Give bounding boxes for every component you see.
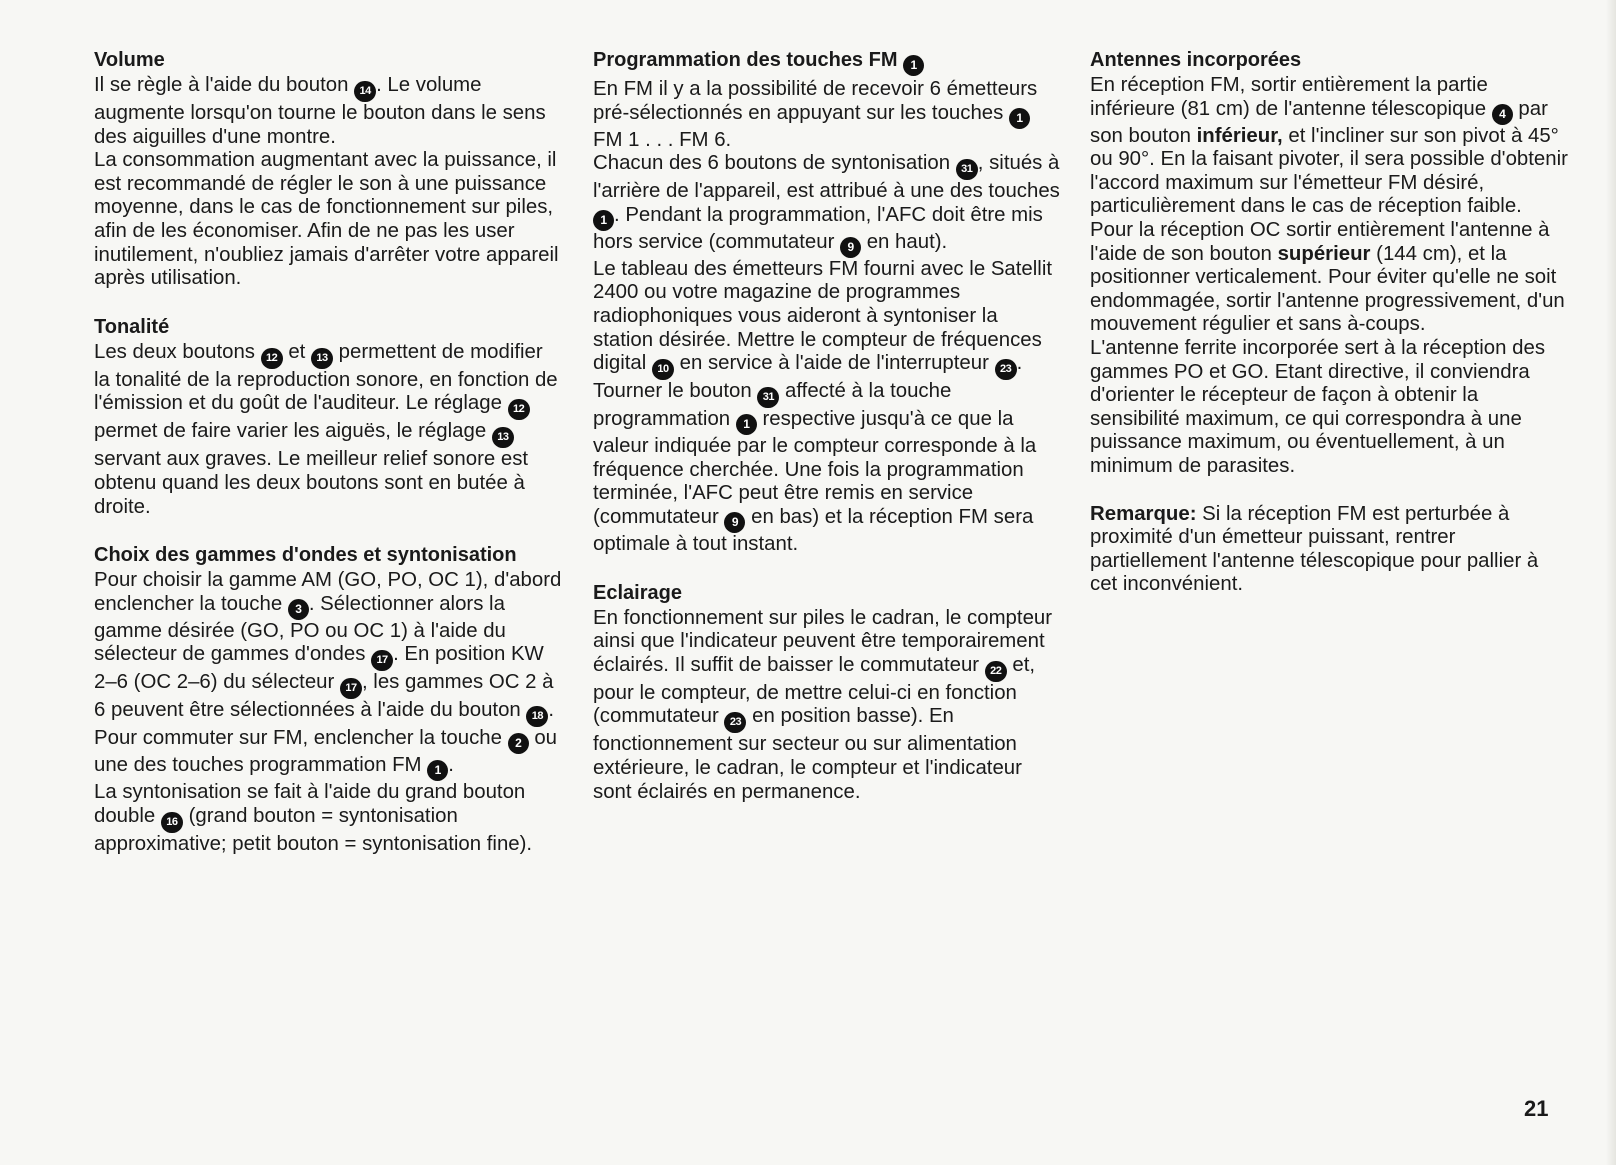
column-left bbox=[94, 48, 564, 881]
reference-number: 17 bbox=[340, 678, 362, 699]
reference-number: 9 bbox=[724, 512, 745, 533]
heading-volume: Volume bbox=[94, 49, 165, 71]
heading-programming: Programmation des touches FM 1 bbox=[593, 48, 1063, 76]
programming-paragraph-4: Tourner le bouton 31 affecté à la touche programmation 1 respective jusqu'à ce que la valeur indiquée par le compteur corresponde à la fréquence cherchée. Une fois la programmation terminée, l'AFC peut être remis en service (commutateur 9 en bas) et la réception FM sera optimale à tout instant. bbox=[593, 380, 1037, 555]
reference-number: 1 bbox=[593, 210, 614, 231]
reference-number: 1 bbox=[1009, 108, 1030, 129]
reference-number: 14 bbox=[354, 81, 376, 102]
reference-number: 9 bbox=[840, 237, 861, 258]
reference-number: 4 bbox=[1492, 104, 1513, 125]
section-antennas bbox=[1090, 48, 1570, 479]
heading-antennas: Antennes incorporées bbox=[1090, 49, 1302, 71]
reference-number: 31 bbox=[956, 159, 978, 180]
reference-number: 16 bbox=[161, 812, 183, 833]
column-middle bbox=[593, 48, 1063, 828]
section-volume bbox=[94, 48, 564, 291]
reference-number: 13 bbox=[492, 427, 514, 448]
page-binding-edge bbox=[1606, 0, 1616, 1165]
reference-number: 12 bbox=[508, 399, 530, 420]
heading-lighting: Eclairage bbox=[593, 581, 682, 604]
reference-number: 3 bbox=[288, 599, 309, 620]
antennas-paragraph-1: En réception FM, sortir entièrement la partie inférieure (81 cm) de l'antenne télescopique 4 par son bouton inférieur, et l'incliner sur son pivot à 45° ou 90°. En la faisant pivoter, il sera possible d'obtenir l'accord maximum sur l'émetteur FM désiré, particulièrement dans le cas de réception faible. Pour la réception OC sortir entièrement l'antenne à l'aide de son bouton supérieur (144 cm), et la positionner verticalement. Pour éviter qu'elle ne soit endommagée, sortir l'antenne progressivement, d'un mouvement régulier et sans à-coups. bbox=[1090, 74, 1568, 336]
remark-label: Remarque: bbox=[1090, 502, 1197, 525]
volume-paragraph-2: La consommation augmentant avec la puissance, il est recommandé de régler le son à une puissance moyenne, dans le cas de fonctionnement sur piles, afin de les économiser. Afin de ne pas les user inutilement, n'oubliez jamais d'arrêter votre appareil après utilisation. bbox=[94, 149, 559, 290]
section-bands bbox=[94, 543, 564, 856]
section-tone bbox=[94, 315, 564, 519]
reference-number: 13 bbox=[311, 348, 333, 369]
reference-number: 23 bbox=[995, 359, 1017, 380]
reference-number: 12 bbox=[261, 348, 283, 369]
reference-number: 2 bbox=[508, 733, 529, 754]
section-programming bbox=[593, 48, 1063, 557]
reference-number: 18 bbox=[526, 706, 548, 727]
section-remark bbox=[1090, 503, 1570, 597]
volume-paragraph-1: Il se règle à l'aide du bouton 14 . Le volume augmente lorsqu'on tourne le bouton dans le sens des aiguilles d'une montre. bbox=[94, 74, 546, 148]
reference-number: 10 bbox=[652, 359, 674, 380]
reference-number: 17 bbox=[371, 650, 393, 671]
bands-paragraph-1: Pour choisir la gamme AM (GO, PO, OC 1), d'abord enclencher la touche 3 . Sélectionner alors la gamme désirée (GO, PO ou OC 1) à l'aide du sélecteur de gammes d'ondes 17 . En position KW 2–6 (OC 2–6) du sélecteur 17 , les gammes OC 2 à 6 peuvent être sélectionnées à l'aide du bouton 18 . Pour commuter sur FM, enclencher la touche 2 ou une des touches programmation FM 1 . bbox=[94, 569, 564, 781]
reference-number: 31 bbox=[757, 387, 779, 408]
page-number: 21 bbox=[1524, 1096, 1549, 1121]
remark-paragraph: Remarque: Si la réception FM est perturbée à proximité d'un émetteur puissant, rentrer partiellement l'antenne télescopique pour pallier à cet inconvénient. bbox=[1090, 502, 1539, 596]
heading-bands: Choix des gammes d'ondes et syntonisation bbox=[94, 544, 517, 567]
reference-number: 1 bbox=[427, 760, 448, 781]
programming-paragraph-3: Le tableau des émetteurs FM fourni avec le Satellit 2400 ou votre magazine de programmes radiophoniques vous aideront à syntoniser la station désirée. Mettre le compteur de fréquences digital 10 en service à l'aide de l'interrupteur 23 . bbox=[593, 258, 1063, 380]
lighting-paragraph: En fonctionnement sur piles le cadran, le compteur ainsi que l'indicateur peuvent être temporairement éclairés. Il suffit de baisser le commutateur 22 et, pour le compteur, de mettre celui-ci en fonction (commutateur 23 en position basse). En fonctionnement sur secteur ou sur alimentation extérieure, le cadran, le compteur et l'indicateur sont éclairés en permanence. bbox=[593, 606, 1053, 803]
programming-paragraph-2: Chacun des 6 boutons de syntonisation 31 , situés à l'arrière de l'appareil, est attribué à une des touches 1 . Pendant la programmation, l'AFC doit être mis hors service (commutateur 9 en haut). bbox=[593, 152, 1063, 258]
reference-number: 23 bbox=[724, 712, 746, 733]
reference-number: 1 bbox=[736, 414, 757, 435]
heading-tone: Tonalité bbox=[94, 315, 170, 338]
section-lighting bbox=[593, 581, 1063, 805]
tone-paragraph: Les deux boutons 12 et 13 permettent de modifier la tonalité de la reproduction sonore, en fonction de l'émission et du goût de l'auditeur. Le réglage 12 permet de faire varier les aiguës, le réglage 13 servant aux graves. Le meilleur relief sonore est obtenu quand les deux boutons sont en butée à droite. bbox=[94, 340, 558, 518]
antennas-paragraph-2: L'antenne ferrite incorporée sert à la réception des gammes PO et GO. Etant directive, il conviendra d'orienter le récepteur de façon à obtenir la sensibilité maximum, ce qui correspondra à une puissance maximum, ou éventuellement, à un minimum de parasites. bbox=[1090, 336, 1546, 477]
reference-number: 1 bbox=[903, 55, 924, 76]
programming-paragraph-1: En FM il y a la possibilité de recevoir 6 émetteurs pré-sélectionnés en appuyant sur les touches 1 FM 1 . . . FM 6. bbox=[593, 78, 1038, 151]
bands-paragraph-2: La syntonisation se fait à l'aide du grand bouton double 16 (grand bouton = syntonisation approximative; petit bouton = syntonisation fine). bbox=[94, 781, 533, 855]
column-right bbox=[1090, 48, 1570, 621]
reference-number: 22 bbox=[985, 661, 1007, 682]
